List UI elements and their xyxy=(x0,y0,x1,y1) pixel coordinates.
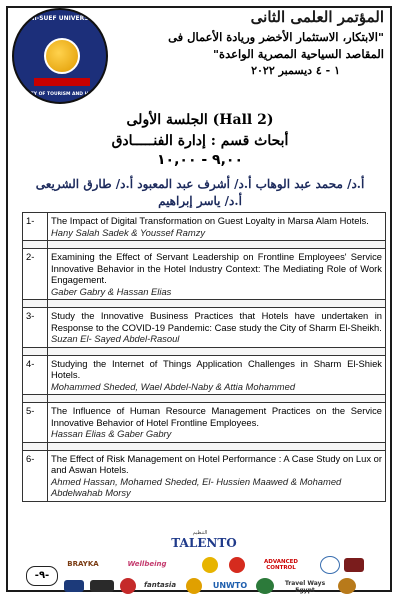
fantasia-logo: fantasia xyxy=(143,581,177,589)
paper-number: 1- xyxy=(23,213,48,241)
paper-title: The Effect of Risk Management on Hotel Performance : A Case Study on Lux or and Aswan Hotels. xyxy=(51,452,382,475)
paper-number: 2- xyxy=(23,249,48,300)
green-logo-icon xyxy=(256,578,274,594)
conference-title: المؤتمر العلمى الثانى xyxy=(250,8,384,26)
chairs-line-1: أ.د/ محمد عبد الوهاب أ.د/ أشرف عبد المعبود أ.د/ طارق الشريعى xyxy=(35,177,365,191)
paper-cell xyxy=(48,249,386,300)
un-emblem-icon xyxy=(320,556,340,574)
conference-subtitle-2: المقاصد السياحية المصرية الواعدة" xyxy=(213,47,384,61)
page-number: -٩- xyxy=(26,566,58,586)
paper-cell xyxy=(48,450,386,501)
round-logo-icon xyxy=(120,578,136,594)
globe-icon xyxy=(44,38,80,74)
paper-cell xyxy=(48,213,386,241)
sponsors-strip xyxy=(24,530,376,596)
wing-logo-icon xyxy=(64,580,84,592)
target-logo-icon xyxy=(229,557,245,573)
conference-subtitle-1: "الابتكار، الاستثمار الأخضر وريادة الأعمال فى xyxy=(168,30,384,44)
session-title: الجلسة الأولى (Hall 2) xyxy=(126,112,274,128)
session-chairs xyxy=(0,176,400,210)
chairs-line-2: أ.د/ ياسر إبراهيم xyxy=(158,194,242,208)
advanced-control-logo: ADVANCED CONTROL xyxy=(264,559,298,571)
crest-logo-icon xyxy=(338,578,356,594)
paper-title: The Impact of Digital Transformation on Guest Loyalty in Marsa Alam Hotels. xyxy=(51,215,369,226)
badge-logo-icon xyxy=(186,578,202,594)
paper-title: Study the Innovative Business Practices that Hotels have undertaken in Response to the COVID-19 Pandemic: Case study the City of Sharm El-Sheikh. xyxy=(51,310,382,333)
wellbeing-logo: Wellbeing xyxy=(127,560,167,568)
paper-cell xyxy=(48,403,386,443)
travel-ways-logo: Travel Ways Egypt xyxy=(284,580,326,594)
paper-title: The Influence of Human Resource Management Practices on the Service Innovative Behavior of Hotel Frontline Employees. xyxy=(51,405,382,428)
emblem-icon xyxy=(344,558,364,572)
sun-logo-icon xyxy=(202,557,218,573)
brayka-logo: BRAYKA xyxy=(67,560,99,568)
paper-title: Examining the Effect of Servant Leadership on Frontline Employees' Service Innovative Behavior in the Hotel Industry Context: The Mediating Role of Work Engagement. xyxy=(51,251,382,285)
session-time: ٩,٠٠ - ١٠,٠٠ xyxy=(156,152,243,168)
section-title: أبحاث قسم : إدارة الفنـــــادق xyxy=(111,133,289,149)
paper-authors: Hany Salah Sadek & Youssef Ramzy xyxy=(51,226,206,238)
talento-logo: TALENTO xyxy=(171,536,237,550)
table-row xyxy=(23,249,386,300)
paper-authors: Gaber Gabry & Hassan Elias xyxy=(51,285,172,297)
university-logo xyxy=(12,8,108,104)
table-row xyxy=(23,450,386,501)
logo-side-text: FACULTY OF TOURISM AND HOTELS xyxy=(15,92,105,97)
paper-number: 3- xyxy=(23,308,48,348)
papers-table xyxy=(22,212,386,502)
table-row xyxy=(23,308,386,348)
conference-date: ١ - ٤ ديسمبر ٢٠٢٢ xyxy=(251,64,340,77)
arabic-logo-icon xyxy=(90,580,114,592)
logo-ribbon xyxy=(34,78,90,86)
paper-authors: Suzan El- Sayed Abdel-Rasoul xyxy=(51,333,180,344)
organizer-label: التنظيم xyxy=(192,530,208,536)
table-row xyxy=(23,355,386,395)
paper-authors: Mohammed Sheded, Wael Abdel-Naby & Attia Mohammed xyxy=(51,380,296,392)
table-row xyxy=(23,403,386,443)
paper-cell xyxy=(48,308,386,348)
paper-cell xyxy=(48,355,386,395)
paper-authors: Hassan Elias & Gaber Gabry xyxy=(51,428,172,439)
paper-number: 4- xyxy=(23,355,48,395)
paper-title: Studying the Internet of Things Application Challenges in Sharm El-Shiek Hotels. xyxy=(51,357,382,380)
unwto-logo: UNWTO xyxy=(212,581,248,590)
paper-authors: Ahmed Hassan, Mohamed Sheded, El- Hussien Maawed & Mohamed Abdelwahab Morsy xyxy=(51,475,342,498)
paper-number: 5- xyxy=(23,403,48,443)
table-row xyxy=(23,213,386,241)
paper-number: 6- xyxy=(23,450,48,501)
logo-top-text: BENI-SUEF UNIVERSITY xyxy=(20,15,100,22)
